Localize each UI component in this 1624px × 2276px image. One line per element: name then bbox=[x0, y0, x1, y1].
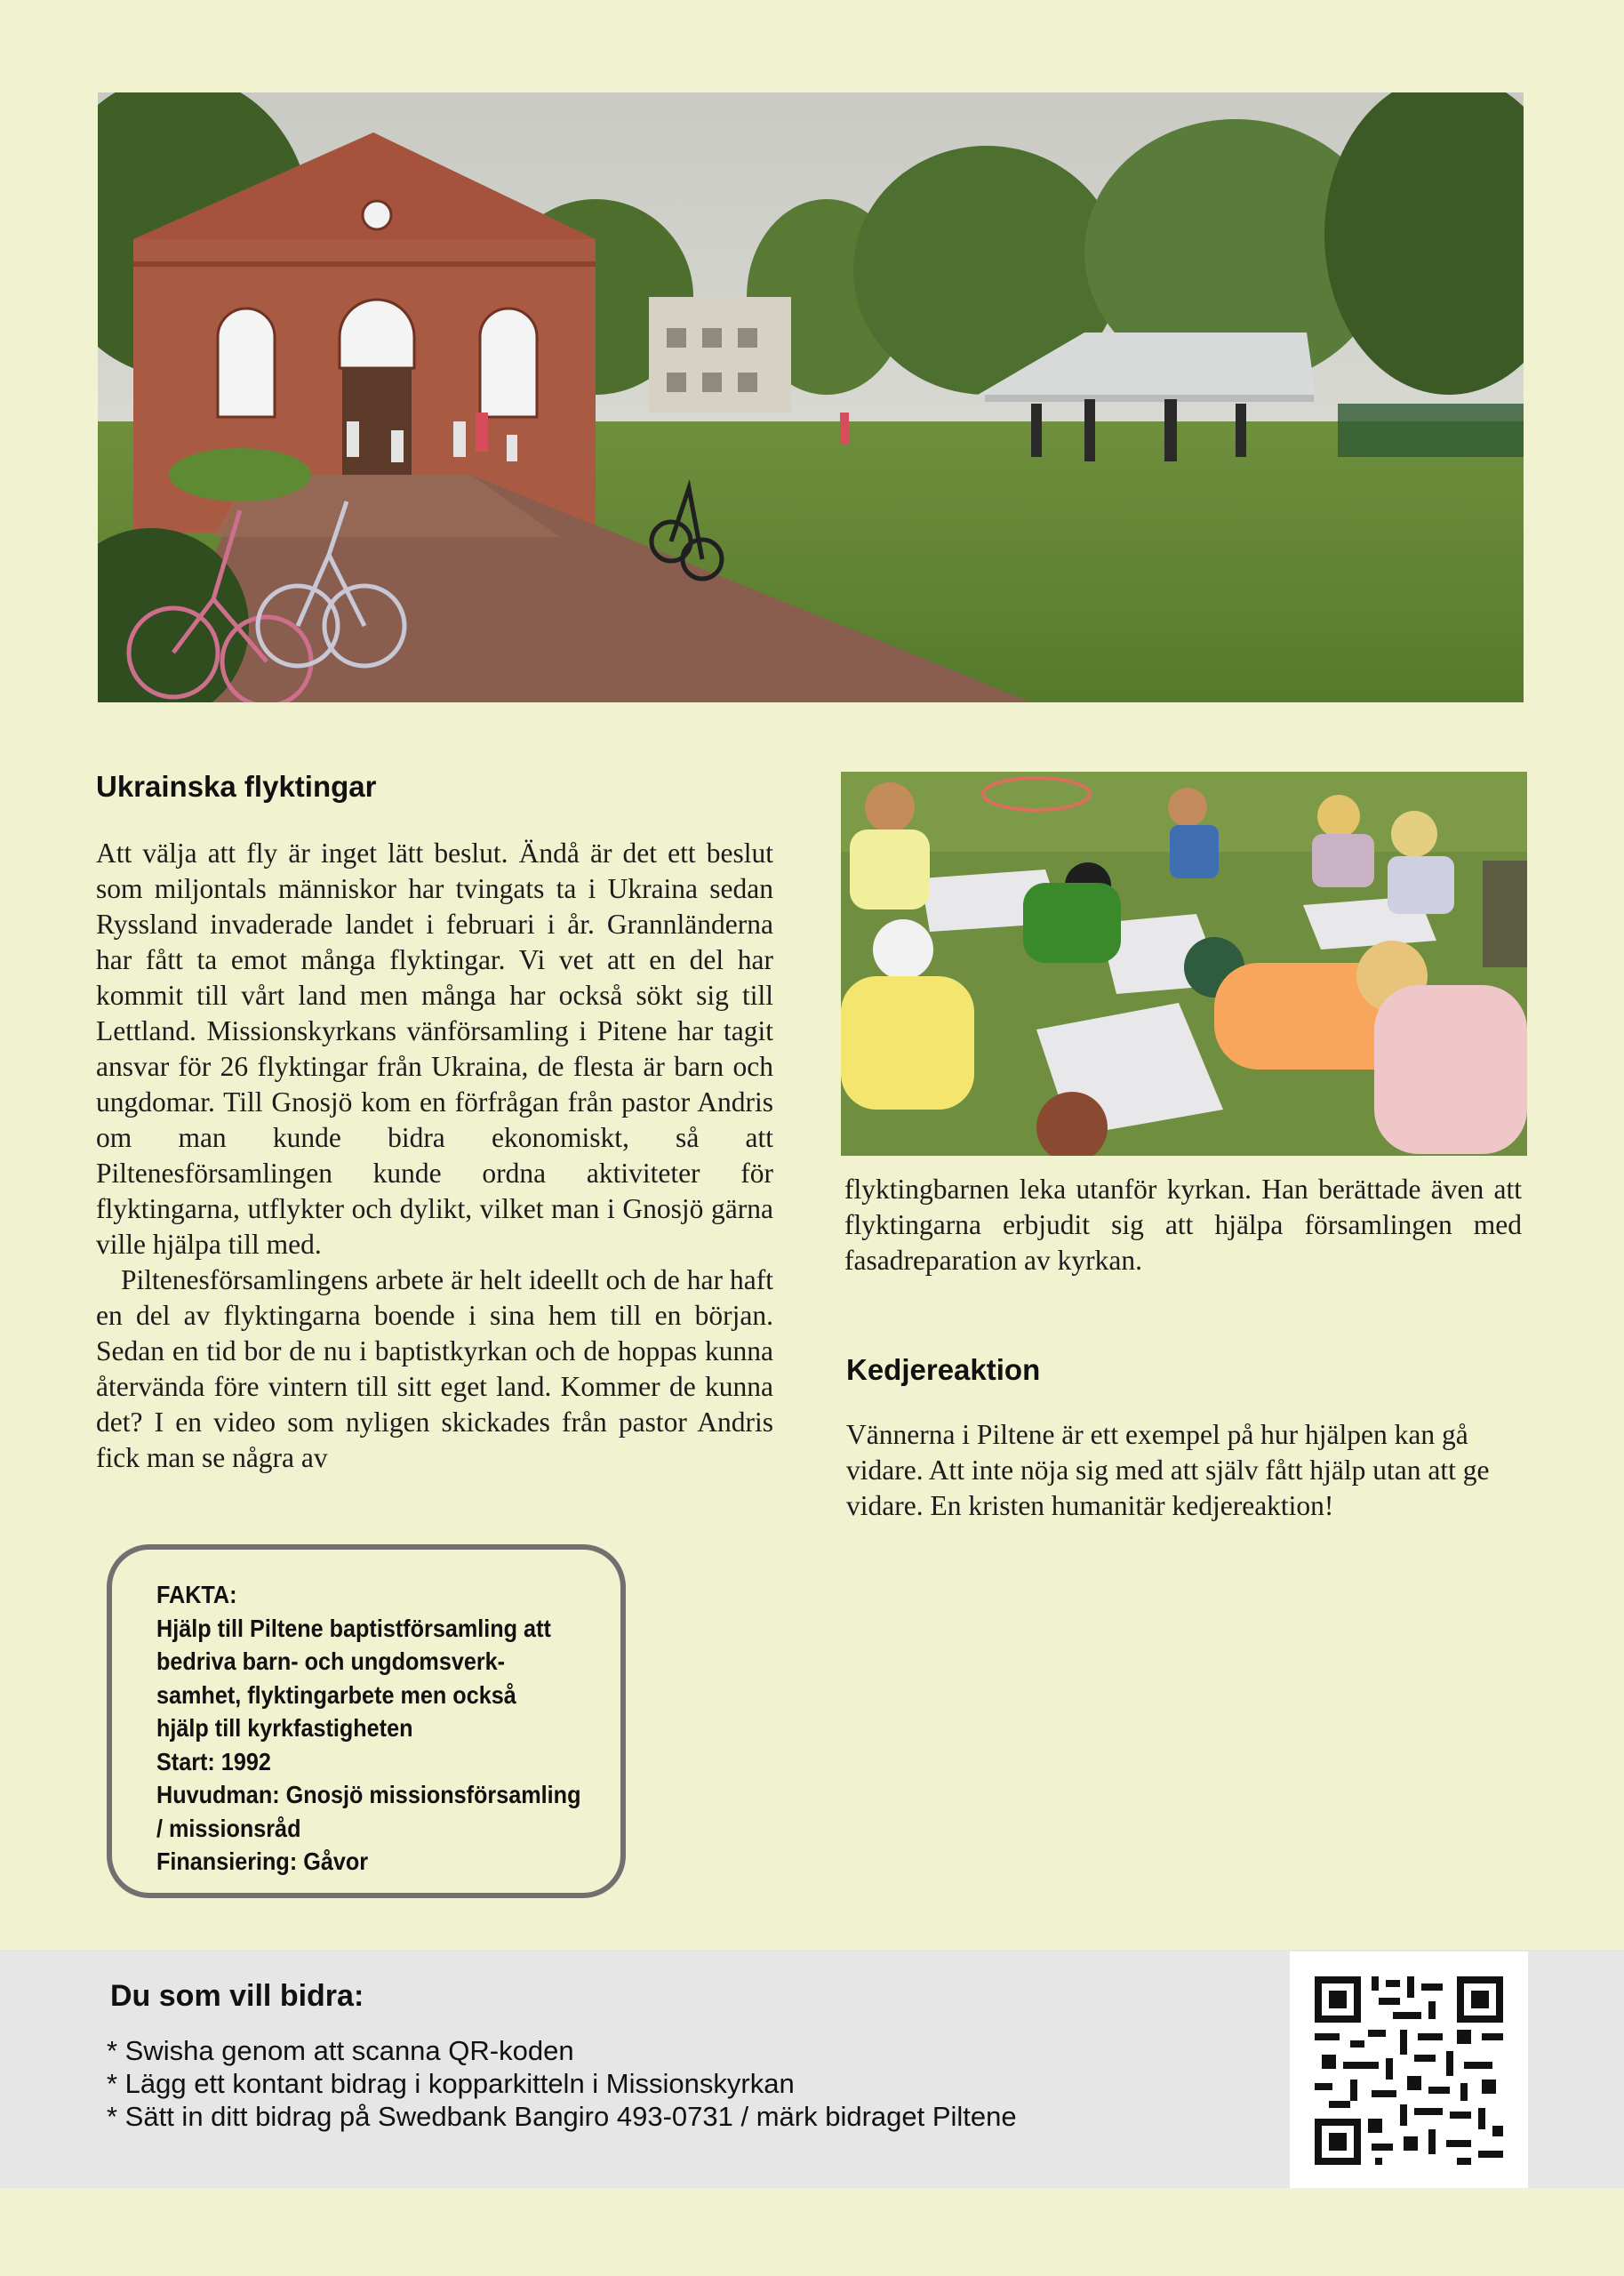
refugees-heading: Ukrainska flyktingar bbox=[96, 770, 377, 803]
fakta-box bbox=[107, 1544, 626, 1898]
church-photo-illustration bbox=[98, 92, 1524, 702]
qr-code-icon[interactable] bbox=[1290, 1951, 1528, 2188]
fakta-huvudman: Huvudman: Gnosjö missionsförsamling bbox=[156, 1781, 581, 1808]
refugees-section bbox=[96, 770, 773, 1476]
refugees-paragraph-3: flyktingbarnen leka utanför kyrkan. Han berättade även att flyktingarna erbjudit sig att hjälpa församlingen med fasadreparation av kyrkan. bbox=[844, 1174, 1522, 1276]
fakta-start: Start: 1992 bbox=[156, 1747, 271, 1775]
chain-reaction-paragraph: Vännerna i Piltene är ett exempel på hur hjälpen kan gå vidare. Att inte nöja sig med att själv fått hjälp utan att ge vidare. En kristen humanitär kedjereaktion! bbox=[846, 1419, 1490, 1521]
refugees-paragraph-1: Att välja att fly är inget lätt beslut. Ändå är det ett beslut som miljontals människor har tvingats ta i Ukraina sedan Ryssland invaderade landet i februari i år. Grannländerna har fått ta emot många flyktingar. Vi vet att en del har kommit till vårt land men många har också sökt sig till Lettland. Missionskyrkans vänförsamling i Pitene har tagit ansvar för 26 flyktingar från Ukraina, de flesta är barn och ungdomar. Till Gnosjö kom en förfrågan från pastor Andris om man kunde bidra ekonomiskt, så att Piltenesförsamlingen kunde ordna aktiviteter för flyktingarna, utflykter och dylikt, vilket man i Gnosjö gärna ville hjälpa till med. bbox=[96, 837, 773, 1260]
refugees-paragraph-2: Piltenesförsamlingens arbete är helt ideellt och de har haft en del av flyktingarna boende i sina hem till en början. Sedan en tid bor de nu i baptistkyrkan och de hoppas kunna återvända före vintern till sitt eget land. Kommer de kunna det? I en video som nyligen skickades från pastor Andris fick man se några av bbox=[96, 1264, 773, 1473]
donation-list bbox=[107, 2034, 1017, 2133]
chain-reaction-heading: Kedjereaktion bbox=[846, 1353, 1041, 1386]
donation-title: Du som vill bidra: bbox=[110, 1979, 364, 2013]
donation-item-swish: * Swisha genom att scanna QR-koden bbox=[107, 2035, 574, 2066]
fakta-line: hjälp till kyrkfastigheten bbox=[156, 1714, 413, 1742]
donation-item-bank: * Sätt in ditt bidrag på Swedbank Bangiro 493-0731 / märk bidraget Piltene bbox=[107, 2101, 1017, 2132]
fakta-line: bedriva barn- och ungdomsverk- bbox=[156, 1647, 506, 1675]
fakta-line: Hjälp till Piltene baptistförsamling att bbox=[156, 1614, 551, 1642]
fakta-title: FAKTA: bbox=[156, 1581, 237, 1608]
fakta-line: / missionsråd bbox=[156, 1814, 301, 1842]
children-crafts-photo bbox=[841, 772, 1527, 1156]
chain-reaction-section bbox=[846, 1353, 1531, 1524]
qr-code-graphic bbox=[1315, 1976, 1503, 2165]
fakta-line: samhet, flyktingarbete men också bbox=[156, 1680, 516, 1709]
church-photo bbox=[98, 92, 1524, 702]
fakta-text bbox=[156, 1578, 581, 1879]
fakta-finansiering: Finansiering: Gåvor bbox=[156, 1847, 369, 1875]
donation-item-cash: * Lägg ett kontant bidrag i kopparkitteln i Missionskyrkan bbox=[107, 2068, 795, 2099]
children-crafts-illustration bbox=[841, 772, 1527, 1156]
refugees-continuation bbox=[844, 1172, 1522, 1278]
